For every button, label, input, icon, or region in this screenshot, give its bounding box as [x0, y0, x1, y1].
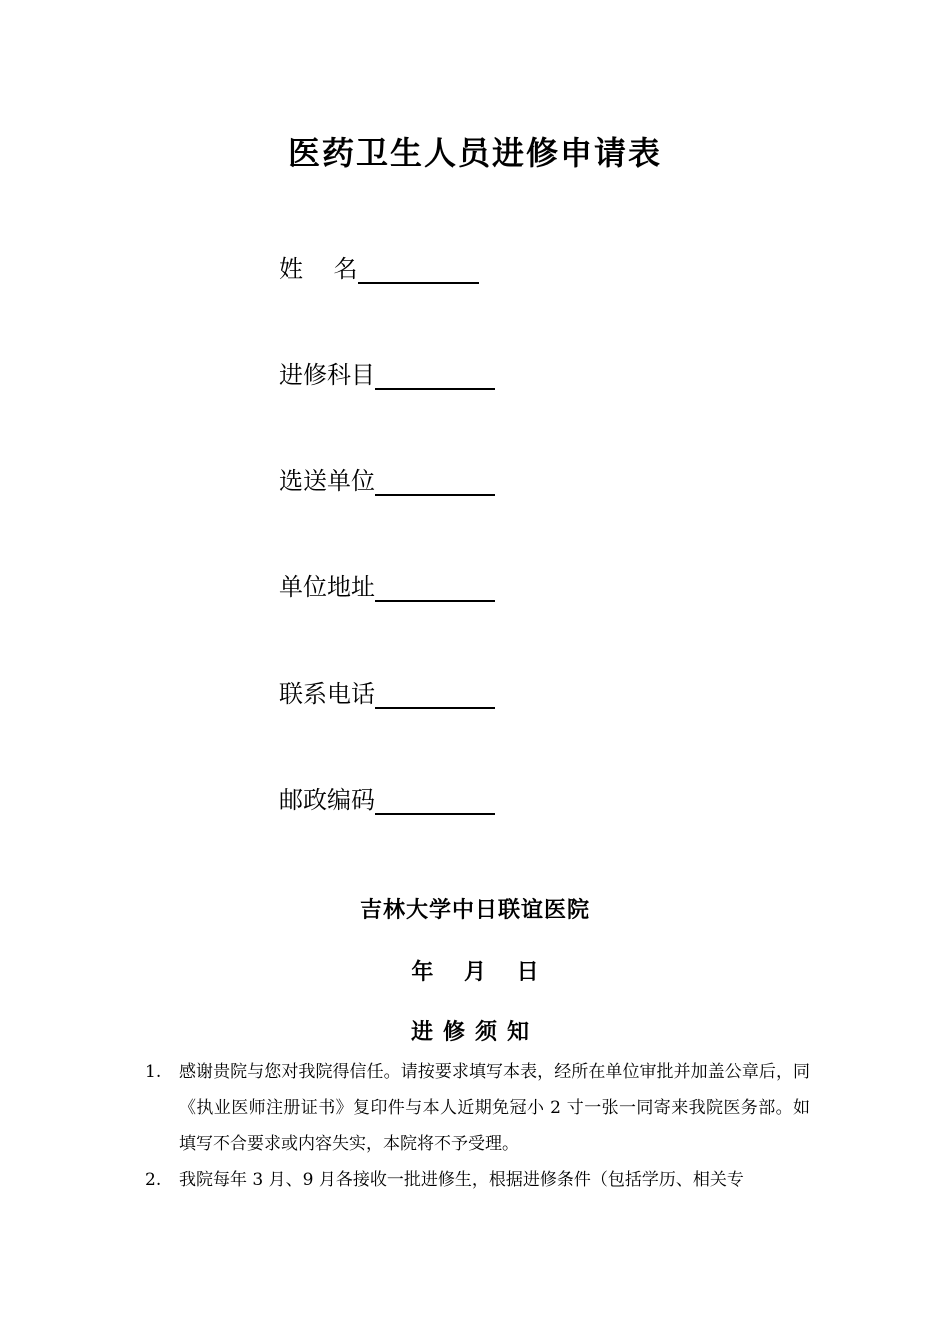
name-field: [279, 254, 479, 286]
notice-item-number: 2.: [145, 1170, 162, 1190]
phone-blank-line[interactable]: [375, 681, 495, 709]
notice-list: [145, 1054, 810, 1198]
sending-unit-field: [279, 466, 495, 498]
study-subject-blank-line[interactable]: [375, 362, 495, 390]
postal-code-label: 邮政编码: [279, 786, 375, 814]
postal-code-blank-line[interactable]: [375, 787, 495, 815]
document-title: 医药卫生人员进修申请表: [287, 134, 662, 172]
study-subject-field: [279, 360, 495, 392]
sending-unit-blank-line[interactable]: [375, 468, 495, 496]
unit-address-field: [279, 572, 495, 604]
postal-code-field: [279, 785, 495, 817]
unit-address-blank-line[interactable]: [375, 574, 495, 602]
notice-title: 进修须知: [410, 1019, 539, 1045]
name-label: 姓 名: [279, 255, 358, 283]
notice-item: [145, 1054, 810, 1162]
date-line: 年 月 日: [411, 959, 539, 985]
phone-label: 联系电话: [279, 680, 375, 708]
notice-item: [145, 1162, 810, 1198]
phone-field: [279, 679, 495, 711]
notice-item-number: 1.: [145, 1062, 162, 1082]
sending-unit-label: 选送单位: [279, 467, 375, 495]
notice-item-text: 我院每年 3 月、9 月各接收一批进修生，根据进修条件（包括学历、相关专: [179, 1170, 744, 1190]
study-subject-label: 进修科目: [279, 361, 375, 389]
unit-address-label: 单位地址: [279, 573, 375, 601]
notice-item-text: 感谢贵院与您对我院得信任。请按要求填写本表，经所在单位审批并加盖公章后，同《执业医师注册证书》复印件与本人近期免冠小 2 寸一张一同寄来我院医务部。如填写不合要求或内容失实，本院将不予受理。: [179, 1062, 810, 1154]
name-blank-line[interactable]: [358, 256, 479, 284]
hospital-name: 吉林大学中日联谊医院: [359, 897, 590, 923]
